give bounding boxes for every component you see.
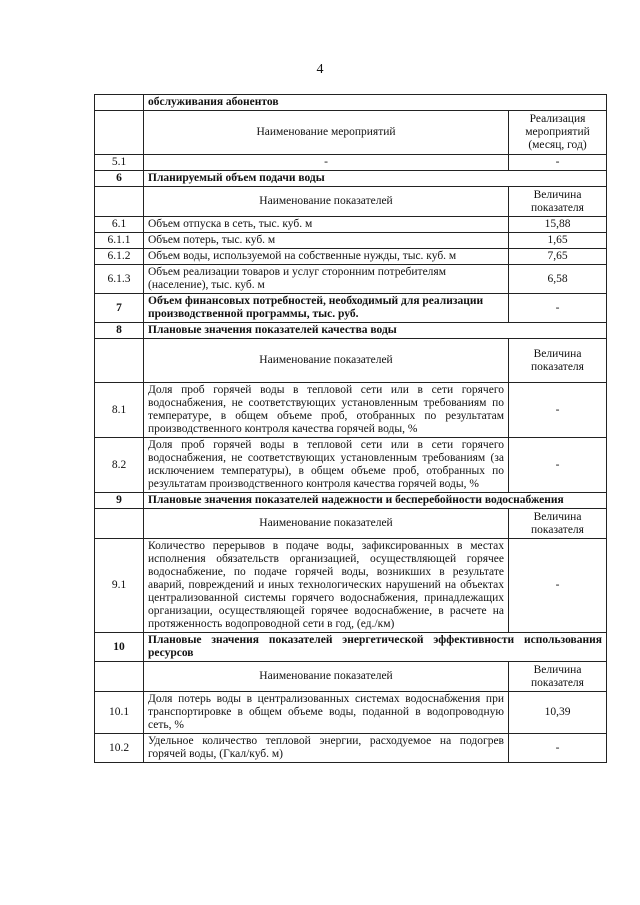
page-number: 4 xyxy=(316,62,324,77)
section-row xyxy=(95,633,607,662)
indicators-table xyxy=(94,94,607,763)
row-name: Доля потерь воды в централизованных системах водоснабжения при транспортировке в общем объеме воды, поданной в водопроводную сеть, % xyxy=(144,692,509,734)
row-value: - xyxy=(509,155,607,171)
section-title: Плановые значения показателей качества воды xyxy=(144,323,607,339)
row-number: 8.1 xyxy=(95,383,144,438)
section-row xyxy=(95,323,607,339)
row-value: 6,58 xyxy=(509,265,607,294)
row-number: 6.1.2 xyxy=(95,249,144,265)
table-header-row xyxy=(95,187,607,217)
table-header-row xyxy=(95,339,607,383)
table-row xyxy=(95,438,607,493)
column-header-value: Величина показателя xyxy=(509,662,607,692)
section-title: Объем финансовых потребностей, необходимый для реализации производственной программы, тыс. руб. xyxy=(144,294,509,323)
table-header-row xyxy=(95,111,607,155)
row-value: - xyxy=(509,539,607,633)
column-header-value: Реализация мероприятий (месяц, год) xyxy=(509,111,607,155)
section-number: 8 xyxy=(95,323,144,339)
row-name: Доля проб горячей воды в тепловой сети или в сети горячего водоснабжения, не соответствующих установленным требованиям (за исключением температуры), в общем объеме проб, отобранных по результатам производственного контроля качества горячей воды, % xyxy=(144,438,509,493)
table-row xyxy=(95,95,607,111)
row-value: - xyxy=(509,294,607,323)
column-header-name: Наименование показателей xyxy=(144,339,509,383)
column-header-name: Наименование показателей xyxy=(144,187,509,217)
column-header-value: Величина показателя xyxy=(509,509,607,539)
row-number xyxy=(95,95,144,111)
section-number: 9 xyxy=(95,493,144,509)
section-row xyxy=(95,294,607,323)
section-title: Плановые значения показателей энергетической эффективности использования ресурсов xyxy=(144,633,607,662)
column-header-value: Величина показателя xyxy=(509,187,607,217)
section-title: Плановые значения показателей надежности и бесперебойности водоснабжения xyxy=(144,493,607,509)
table-row xyxy=(95,692,607,734)
section-title: обслуживания абонентов xyxy=(144,95,607,111)
row-number: 5.1 xyxy=(95,155,144,171)
row-value: - xyxy=(509,383,607,438)
table-row xyxy=(95,249,607,265)
row-number: 10.2 xyxy=(95,734,144,763)
row-number: 6.1.3 xyxy=(95,265,144,294)
table-row xyxy=(95,217,607,233)
row-name: Объем реализации товаров и услуг сторонним потребителям (население), тыс. куб. м xyxy=(144,265,509,294)
table-header-row xyxy=(95,509,607,539)
row-value: 15,88 xyxy=(509,217,607,233)
row-value: 10,39 xyxy=(509,692,607,734)
table-row xyxy=(95,734,607,763)
row-value: - xyxy=(509,438,607,493)
table-row xyxy=(95,539,607,633)
row-name: Объем потерь, тыс. куб. м xyxy=(144,233,509,249)
row-name: - xyxy=(144,155,509,171)
section-row xyxy=(95,493,607,509)
table-row xyxy=(95,265,607,294)
column-header-value: Величина показателя xyxy=(509,339,607,383)
column-header-name: Наименование показателей xyxy=(144,662,509,692)
table-row xyxy=(95,155,607,171)
row-value: 1,65 xyxy=(509,233,607,249)
row-value: - xyxy=(509,734,607,763)
section-title: Планируемый объем подачи воды xyxy=(144,171,607,187)
section-number: 6 xyxy=(95,171,144,187)
column-header-name: Наименование показателей xyxy=(144,509,509,539)
row-name: Объем отпуска в сеть, тыс. куб. м xyxy=(144,217,509,233)
table-row xyxy=(95,383,607,438)
row-number: 10.1 xyxy=(95,692,144,734)
row-number: 6.1.1 xyxy=(95,233,144,249)
row-name: Доля проб горячей воды в тепловой сети или в сети горячего водоснабжения, не соответствующих установленным требованиям по температуре, в общем объеме проб, отобранных по результатам производственного контроля качества горячей воды, % xyxy=(144,383,509,438)
row-name: Удельное количество тепловой энергии, расходуемое на подогрев горячей воды, (Гкал/куб. м) xyxy=(144,734,509,763)
column-header-name: Наименование мероприятий xyxy=(144,111,509,155)
table-row xyxy=(95,233,607,249)
row-value: 7,65 xyxy=(509,249,607,265)
row-number: 9.1 xyxy=(95,539,144,633)
row-name: Объем воды, используемой на собственные нужды, тыс. куб. м xyxy=(144,249,509,265)
section-row xyxy=(95,171,607,187)
row-number: 8.2 xyxy=(95,438,144,493)
section-number: 10 xyxy=(95,633,144,662)
section-number: 7 xyxy=(95,294,144,323)
row-name: Количество перерывов в подаче воды, зафиксированных в местах исполнения обязательств организацией, осуществляющей горячее водоснабжение, по подаче горячей воды, возникших в результате аварий, повреждений и иных технологических нарушений на объектах централизованной системы горячего водоснабжения, принадлежащих организации, осуществляющей горячее водоснабжение, в расчете на протяженность водопроводной сети в год, (ед./км) xyxy=(144,539,509,633)
table-header-row xyxy=(95,662,607,692)
row-number: 6.1 xyxy=(95,217,144,233)
